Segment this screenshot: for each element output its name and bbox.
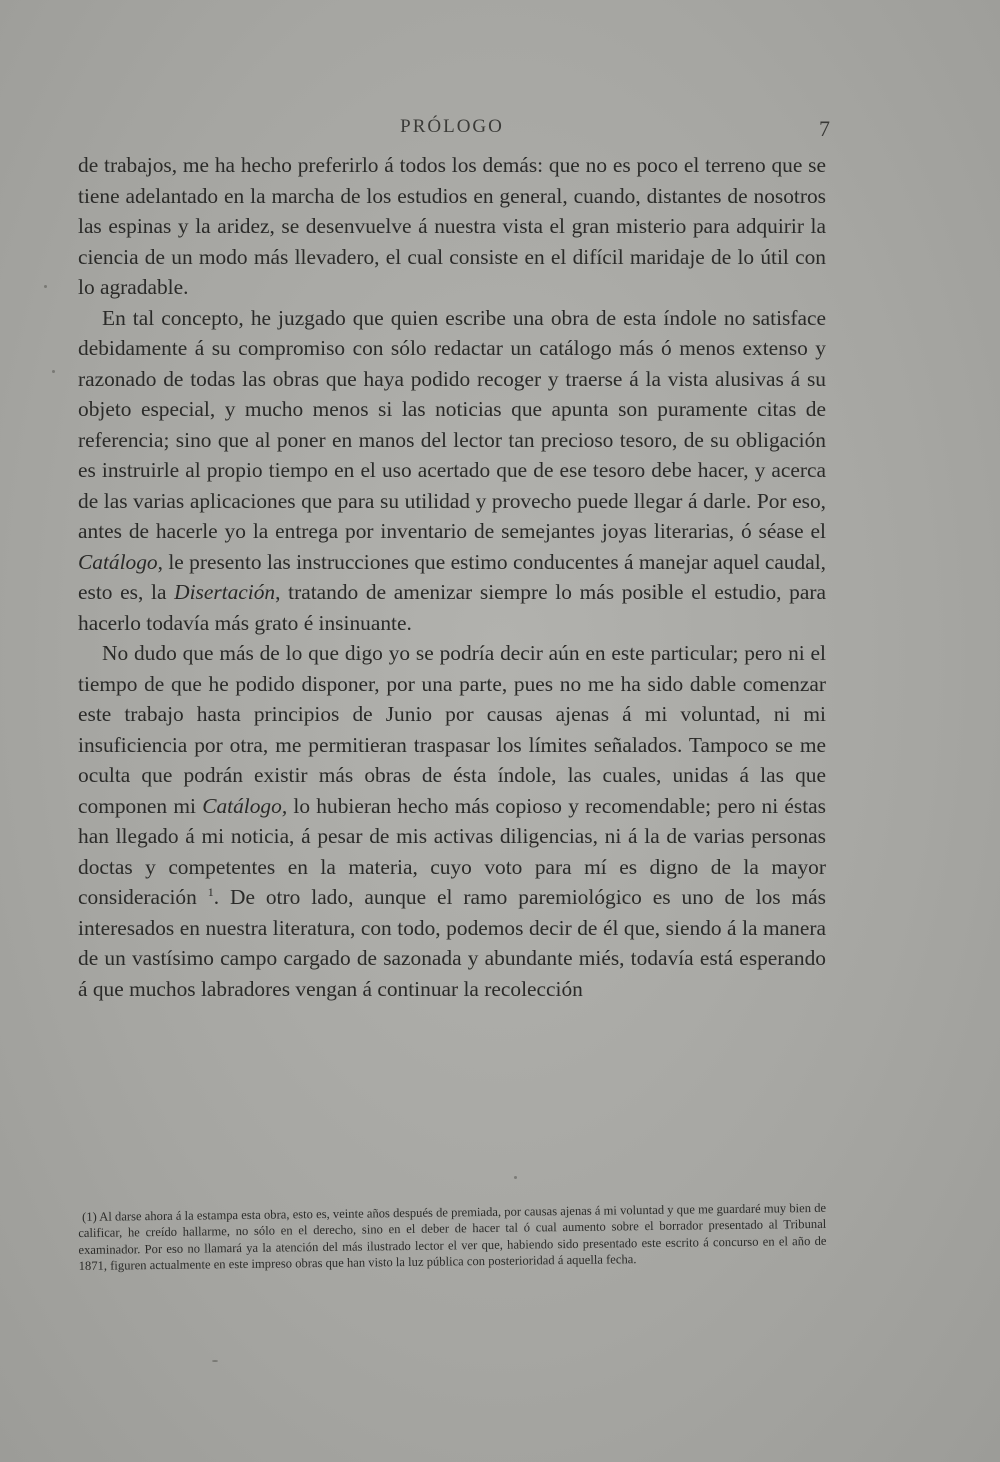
ink-speck xyxy=(212,1360,218,1362)
body-text xyxy=(78,150,826,1004)
paragraph-3-text-b: lo hubieran hecho más copioso y recomendable; pero ni éstas han llegado á mi noticia, á pesar de mis activas diligencias, ni á la de varias personas doctas y competentes en la materia, cuyo voto para mí es digno de la mayor consideración xyxy=(78,793,826,909)
footnote xyxy=(78,1200,827,1274)
paragraph-1: de trabajos, me ha hecho preferirlo á todos los demás: que no es poco el terreno que se tiene adelantado en la marcha de los estudios en general, cuando, distantes de nosotros las espinas y la aridez, se desenvuelve á nuestra vista el gran misterio para adquirir la ciencia de un modo más llevadero, el cual consiste en el difícil maridaje de lo útil con lo agradable. xyxy=(78,153,826,299)
paragraph-3-text-c: . De otro lado, aunque el ramo paremiológico es uno de los más interesados en nuestra literatura, con todo, podemos decir de él que, siendo á la manera de un vastísimo campo cargado de sazonada y abundante miés, todavía está esperando á que muchos labradores vengan á continuar la recolección xyxy=(78,885,826,1001)
footnote-text: (1) Al darse ahora á la estampa esta obra, esto es, veinte años después de premiada, por causas ajenas á mi voluntad y que me guardaré muy bien de calificar, he creído hallarme, no sólo en el derecho, sino en el deber de hacer tal ó cual aumento sobre el borrador presentado al Tribunal examinador. Por eso no llamará ya la atención del más ilustrado lector el ver que, habiendo sido presentado este escrito á concurso en el año de 1871, figuren actualmente en este impreso obras que han visto la luz pública con posterioridad á aquella fecha. xyxy=(78,1200,827,1273)
paragraph-3 xyxy=(78,638,826,1004)
catalogo-title-2: Catálogo, xyxy=(202,793,288,818)
page-header xyxy=(78,116,830,144)
paragraph-3-text-a: No dudo que más de lo que digo yo se podría decir aún en este particular; pero ni el tiempo de que he podido disponer, por una parte, pues no me ha sido dable comenzar este trabajo hasta principios de Junio por causas ajenas á mi voluntad, ni mi insuficiencia por otra, me permitieran traspasar los límites señalados. Tampoco se me oculta que podrán existir más obras de ésta índole, las cuales, unidas á las que componen mi xyxy=(78,641,826,818)
paragraph-2-text-b: , le presento las instrucciones que estimo conducentes á manejar aquel caudal, esto es, la xyxy=(78,549,826,604)
ink-speck xyxy=(52,370,55,373)
disertacion-title: Disertación xyxy=(174,580,276,604)
paragraph-2-text-c: , tratando de amenizar siempre lo más posible el estudio, para hacerlo todavía más grato é insinuante. xyxy=(78,580,826,635)
footnote-reference[interactable]: 1 xyxy=(207,884,214,899)
ink-speck xyxy=(44,285,47,288)
page-number: 7 xyxy=(819,116,830,141)
running-head: PRÓLOGO xyxy=(400,116,504,137)
paragraph-2-text-a: En tal concepto, he juzgado que quien escribe una obra de esta índole no satisface debidamente á su compromiso con sólo redactar un catálogo más ó menos extenso y razonado de todas las obras que haya podido recoger y traerse á la vista alusivas á su objeto especial, y mucho menos si las noticias que apunta son puramente citas de referencia; sino que al poner en manos del lector tan precioso tesoro, de su obligación es instruirle al propio tiempo en el uso acertado que de ese tesoro debe hacer, y acerca de las varias aplicaciones que para su utilidad y provecho puede llegar á darle. Por eso, antes de hacerle yo la entrega por inventario de semejantes joyas literarias, ó séase el xyxy=(78,305,826,543)
catalogo-title: Catálogo xyxy=(78,549,158,574)
ink-speck xyxy=(514,1176,517,1179)
paragraph-2 xyxy=(78,303,826,639)
